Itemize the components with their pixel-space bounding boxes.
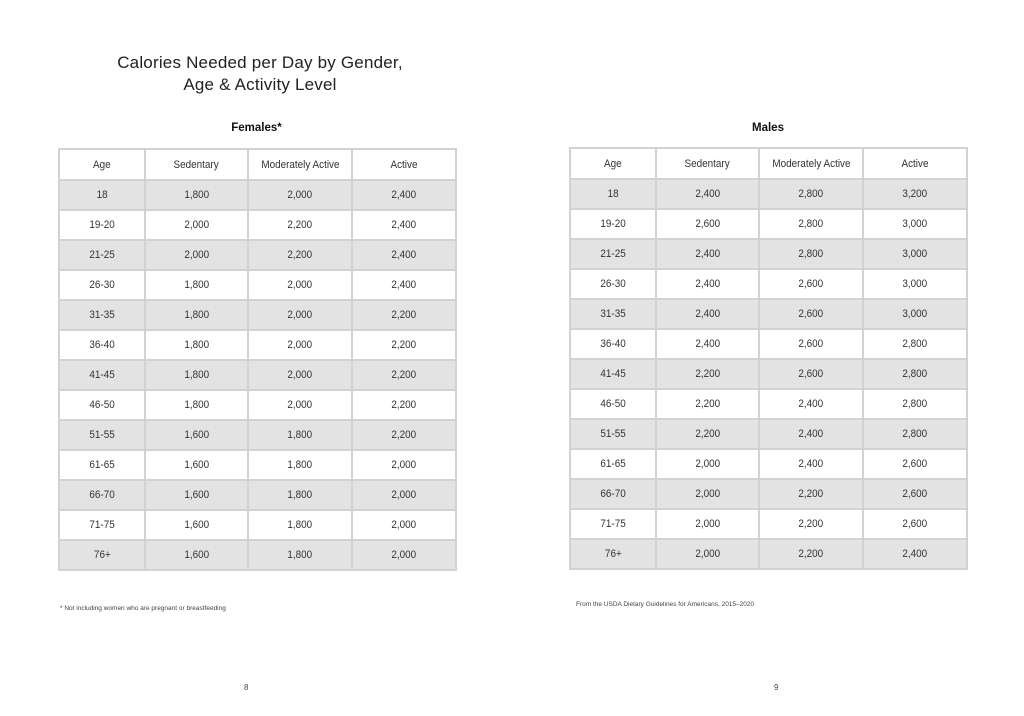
cell-value: 1,800 [287, 429, 313, 441]
females-calorie-table [58, 148, 457, 571]
cell-value: 36-40 [600, 338, 626, 350]
table-row [59, 420, 456, 450]
cell-value: 31-35 [89, 309, 115, 321]
cell-active [352, 330, 456, 360]
cell-age [59, 390, 145, 420]
cell-value: 2,200 [391, 399, 417, 411]
cell-value: 2,600 [798, 368, 824, 380]
cell-sedentary [656, 239, 759, 269]
cell-value: 2,000 [391, 459, 417, 471]
cell-value: 2,400 [695, 248, 720, 260]
table-row [59, 240, 456, 270]
cell-value: 2,800 [902, 428, 928, 440]
column-header-moderately-active [759, 148, 863, 179]
cell-age [59, 270, 145, 300]
cell-value: 26-30 [600, 278, 626, 290]
cell-sedentary [145, 240, 248, 270]
cell-value: 2,400 [798, 428, 824, 440]
cell-value: 2,600 [902, 488, 928, 500]
cell-value: 2,200 [798, 548, 824, 560]
cell-moderately-active [248, 210, 352, 240]
cell-value: 1,800 [184, 369, 209, 381]
cell-moderately-active [759, 359, 863, 389]
females-table-heading: Females* [231, 122, 282, 134]
males-table-heading: Males [752, 122, 784, 134]
cell-value: 2,400 [391, 219, 417, 231]
cell-age [59, 240, 145, 270]
cell-value: 2,600 [798, 338, 824, 350]
cell-active [863, 269, 967, 299]
cell-value: 1,800 [287, 519, 313, 531]
cell-value: 1,600 [184, 549, 209, 561]
cell-moderately-active [248, 510, 352, 540]
cell-age [59, 540, 145, 570]
cell-moderately-active [248, 330, 352, 360]
cell-value: 3,000 [902, 218, 928, 230]
page-title-line-1: Calories Needed per Day by Gender, [117, 53, 403, 72]
column-header-label: Moderately Active [260, 158, 340, 171]
table-row [59, 360, 456, 390]
column-header-label: Sedentary [684, 157, 731, 170]
cell-value: 71-75 [600, 518, 626, 530]
cell-value: 21-25 [600, 248, 626, 260]
cell-sedentary [145, 450, 248, 480]
cell-sedentary [145, 210, 248, 240]
cell-value: 2,600 [902, 518, 928, 530]
cell-value: 2,200 [798, 488, 824, 500]
page-title [60, 52, 460, 96]
cell-moderately-active [759, 209, 863, 239]
cell-active [352, 300, 456, 330]
cell-value: 41-45 [89, 369, 115, 381]
cell-moderately-active [759, 269, 863, 299]
cell-active [352, 270, 456, 300]
cell-value: 2,400 [391, 189, 417, 201]
table-row [570, 509, 967, 539]
cell-sedentary [145, 180, 248, 210]
cell-age [59, 330, 145, 360]
cell-value: 36-40 [89, 339, 115, 351]
table-row [59, 270, 456, 300]
cell-value: 2,200 [287, 249, 313, 261]
cell-active [863, 539, 967, 569]
table-row [59, 450, 456, 480]
cell-active [352, 510, 456, 540]
column-header-sedentary [145, 149, 248, 180]
table-row [59, 540, 456, 570]
cell-value: 31-35 [600, 308, 626, 320]
cell-value: 21-25 [89, 249, 115, 261]
cell-sedentary [656, 539, 759, 569]
cell-value: 2,000 [391, 489, 417, 501]
cell-value: 2,000 [695, 458, 720, 470]
cell-value: 1,600 [184, 489, 209, 501]
cell-value: 2,000 [695, 518, 720, 530]
table-row [570, 539, 967, 569]
cell-active [863, 479, 967, 509]
cell-value: 61-65 [600, 458, 626, 470]
cell-value: 2,000 [287, 339, 313, 351]
cell-value: 19-20 [89, 219, 115, 231]
cell-age [570, 479, 656, 509]
column-header-label: Sedentary [173, 158, 220, 171]
table-row [570, 419, 967, 449]
cell-value: 2,800 [798, 248, 824, 260]
column-header-moderately-active [248, 149, 352, 180]
cell-value: 1,800 [184, 309, 209, 321]
table-header-row [59, 149, 456, 180]
cell-age [59, 450, 145, 480]
cell-moderately-active [248, 390, 352, 420]
cell-sedentary [656, 299, 759, 329]
column-header-label: Age [604, 157, 622, 170]
cell-value: 2,400 [902, 548, 928, 560]
cell-value: 51-55 [89, 429, 115, 441]
cell-value: 18 [607, 188, 619, 200]
cell-value: 2,400 [695, 188, 720, 200]
cell-active [863, 329, 967, 359]
cell-moderately-active [759, 389, 863, 419]
cell-value: 2,400 [695, 308, 720, 320]
cell-age [570, 449, 656, 479]
cell-active [352, 390, 456, 420]
cell-active [352, 210, 456, 240]
cell-sedentary [145, 480, 248, 510]
cell-active [352, 450, 456, 480]
females-footnote: * Not including women who are pregnant or breastfeeding [60, 605, 226, 612]
cell-age [570, 509, 656, 539]
column-header-label: Age [93, 158, 111, 171]
cell-age [59, 300, 145, 330]
table-row [59, 510, 456, 540]
cell-value: 46-50 [89, 399, 115, 411]
cell-moderately-active [759, 539, 863, 569]
cell-value: 1,600 [184, 519, 209, 531]
cell-value: 2,400 [798, 458, 824, 470]
column-header-age [59, 149, 145, 180]
cell-active [863, 209, 967, 239]
cell-value: 3,000 [902, 248, 928, 260]
cell-value: 66-70 [89, 489, 115, 501]
cell-sedentary [656, 359, 759, 389]
cell-sedentary [145, 360, 248, 390]
cell-moderately-active [248, 240, 352, 270]
cell-sedentary [656, 419, 759, 449]
cell-age [570, 209, 656, 239]
cell-value: 2,000 [287, 369, 313, 381]
cell-moderately-active [248, 270, 352, 300]
table-row [570, 449, 967, 479]
cell-age [59, 210, 145, 240]
cell-moderately-active [759, 449, 863, 479]
table-row [59, 210, 456, 240]
cell-sedentary [656, 389, 759, 419]
cell-moderately-active [248, 480, 352, 510]
table-row [570, 269, 967, 299]
cell-moderately-active [248, 540, 352, 570]
table-row [570, 329, 967, 359]
cell-sedentary [145, 510, 248, 540]
cell-active [863, 389, 967, 419]
cell-value: 1,600 [184, 459, 209, 471]
cell-value: 2,400 [695, 338, 720, 350]
cell-active [352, 480, 456, 510]
table-row [570, 179, 967, 209]
page-title-line-2: Age & Activity Level [183, 75, 337, 94]
table-row [570, 239, 967, 269]
cell-age [59, 180, 145, 210]
column-header-label: Active [901, 157, 929, 170]
cell-value: 76+ [604, 548, 622, 560]
cell-moderately-active [759, 329, 863, 359]
cell-age [570, 329, 656, 359]
table-row [570, 479, 967, 509]
table-row [59, 390, 456, 420]
source-footnote: From the USDA Dietary Guidelines for Americans, 2015–2020 [576, 601, 755, 608]
cell-moderately-active [759, 239, 863, 269]
cell-value: 2,600 [695, 218, 720, 230]
cell-value: 2,600 [902, 458, 928, 470]
cell-age [570, 299, 656, 329]
cell-sedentary [656, 509, 759, 539]
cell-value: 2,000 [287, 279, 313, 291]
cell-sedentary [145, 330, 248, 360]
cell-value: 2,400 [798, 398, 824, 410]
cell-value: 2,200 [695, 428, 720, 440]
cell-value: 2,400 [695, 278, 720, 290]
cell-sedentary [656, 329, 759, 359]
cell-value: 2,000 [287, 309, 313, 321]
cell-age [570, 359, 656, 389]
page-number-left: 8 [244, 683, 249, 692]
cell-age [59, 480, 145, 510]
table-row [570, 359, 967, 389]
cell-active [352, 420, 456, 450]
cell-value: 2,200 [391, 369, 417, 381]
cell-age [570, 269, 656, 299]
cell-value: 1,800 [184, 279, 209, 291]
cell-sedentary [145, 540, 248, 570]
table-row [59, 480, 456, 510]
cell-sedentary [656, 479, 759, 509]
cell-value: 3,000 [902, 308, 928, 320]
column-header-active [352, 149, 456, 180]
column-header-label: Active [390, 158, 418, 171]
column-header-active [863, 148, 967, 179]
cell-value: 51-55 [600, 428, 626, 440]
cell-sedentary [145, 390, 248, 420]
cell-sedentary [656, 269, 759, 299]
cell-value: 2,200 [391, 309, 417, 321]
cell-value: 3,200 [902, 188, 928, 200]
page-number-right: 9 [774, 683, 779, 692]
cell-value: 2,200 [695, 368, 720, 380]
cell-sedentary [656, 209, 759, 239]
cell-moderately-active [759, 299, 863, 329]
cell-value: 26-30 [89, 279, 115, 291]
cell-age [570, 179, 656, 209]
table-row [570, 389, 967, 419]
cell-value: 1,800 [287, 489, 313, 501]
cell-active [863, 449, 967, 479]
cell-moderately-active [248, 420, 352, 450]
cell-value: 2,800 [798, 218, 824, 230]
cell-active [352, 240, 456, 270]
cell-value: 2,000 [695, 548, 720, 560]
cell-sedentary [145, 420, 248, 450]
cell-value: 2,000 [287, 399, 313, 411]
cell-value: 61-65 [89, 459, 115, 471]
cell-value: 2,200 [391, 339, 417, 351]
cell-value: 2,200 [391, 429, 417, 441]
cell-value: 2,200 [695, 398, 720, 410]
cell-value: 2,400 [391, 249, 417, 261]
cell-age [59, 360, 145, 390]
column-header-age [570, 148, 656, 179]
males-calorie-table [569, 147, 968, 570]
cell-value: 2,600 [798, 278, 824, 290]
cell-value: 1,800 [184, 399, 209, 411]
cell-moderately-active [759, 419, 863, 449]
cell-value: 1,800 [287, 549, 313, 561]
cell-active [863, 359, 967, 389]
cell-age [570, 239, 656, 269]
cell-value: 18 [96, 189, 108, 201]
table-header-row [570, 148, 967, 179]
cell-age [59, 420, 145, 450]
cell-value: 46-50 [600, 398, 626, 410]
cell-moderately-active [248, 450, 352, 480]
cell-sedentary [656, 179, 759, 209]
cell-moderately-active [759, 509, 863, 539]
cell-value: 1,800 [287, 459, 313, 471]
table-row [59, 180, 456, 210]
cell-sedentary [656, 449, 759, 479]
cell-value: 1,600 [184, 429, 209, 441]
cell-age [570, 389, 656, 419]
cell-value: 2,200 [287, 219, 313, 231]
cell-value: 3,000 [902, 278, 928, 290]
cell-moderately-active [248, 300, 352, 330]
cell-active [352, 180, 456, 210]
cell-moderately-active [759, 479, 863, 509]
cell-value: 2,000 [184, 219, 209, 231]
cell-value: 2,000 [287, 189, 313, 201]
cell-age [570, 539, 656, 569]
cell-value: 2,800 [902, 368, 928, 380]
cell-age [570, 419, 656, 449]
column-header-label: Moderately Active [771, 157, 851, 170]
cell-value: 66-70 [600, 488, 626, 500]
cell-value: 2,400 [391, 279, 417, 291]
cell-value: 1,800 [184, 189, 209, 201]
cell-value: 2,000 [391, 519, 417, 531]
table-row [570, 209, 967, 239]
table-row [59, 300, 456, 330]
cell-active [352, 360, 456, 390]
cell-value: 76+ [93, 549, 111, 561]
cell-active [863, 179, 967, 209]
table-row [570, 299, 967, 329]
cell-value: 2,000 [184, 249, 209, 261]
cell-active [863, 239, 967, 269]
cell-moderately-active [759, 179, 863, 209]
cell-value: 71-75 [89, 519, 115, 531]
cell-active [863, 419, 967, 449]
column-header-sedentary [656, 148, 759, 179]
cell-value: 2,800 [902, 398, 928, 410]
cell-value: 1,800 [184, 339, 209, 351]
cell-value: 2,000 [695, 488, 720, 500]
cell-value: 41-45 [600, 368, 626, 380]
table-row [59, 330, 456, 360]
cell-value: 2,800 [798, 188, 824, 200]
cell-sedentary [145, 300, 248, 330]
cell-sedentary [145, 270, 248, 300]
cell-value: 2,200 [798, 518, 824, 530]
cell-value: 2,600 [798, 308, 824, 320]
cell-moderately-active [248, 360, 352, 390]
cell-moderately-active [248, 180, 352, 210]
cell-value: 19-20 [600, 218, 626, 230]
cell-active [863, 509, 967, 539]
cell-value: 2,000 [391, 549, 417, 561]
cell-age [59, 510, 145, 540]
cell-active [863, 299, 967, 329]
cell-value: 2,800 [902, 338, 928, 350]
cell-active [352, 540, 456, 570]
